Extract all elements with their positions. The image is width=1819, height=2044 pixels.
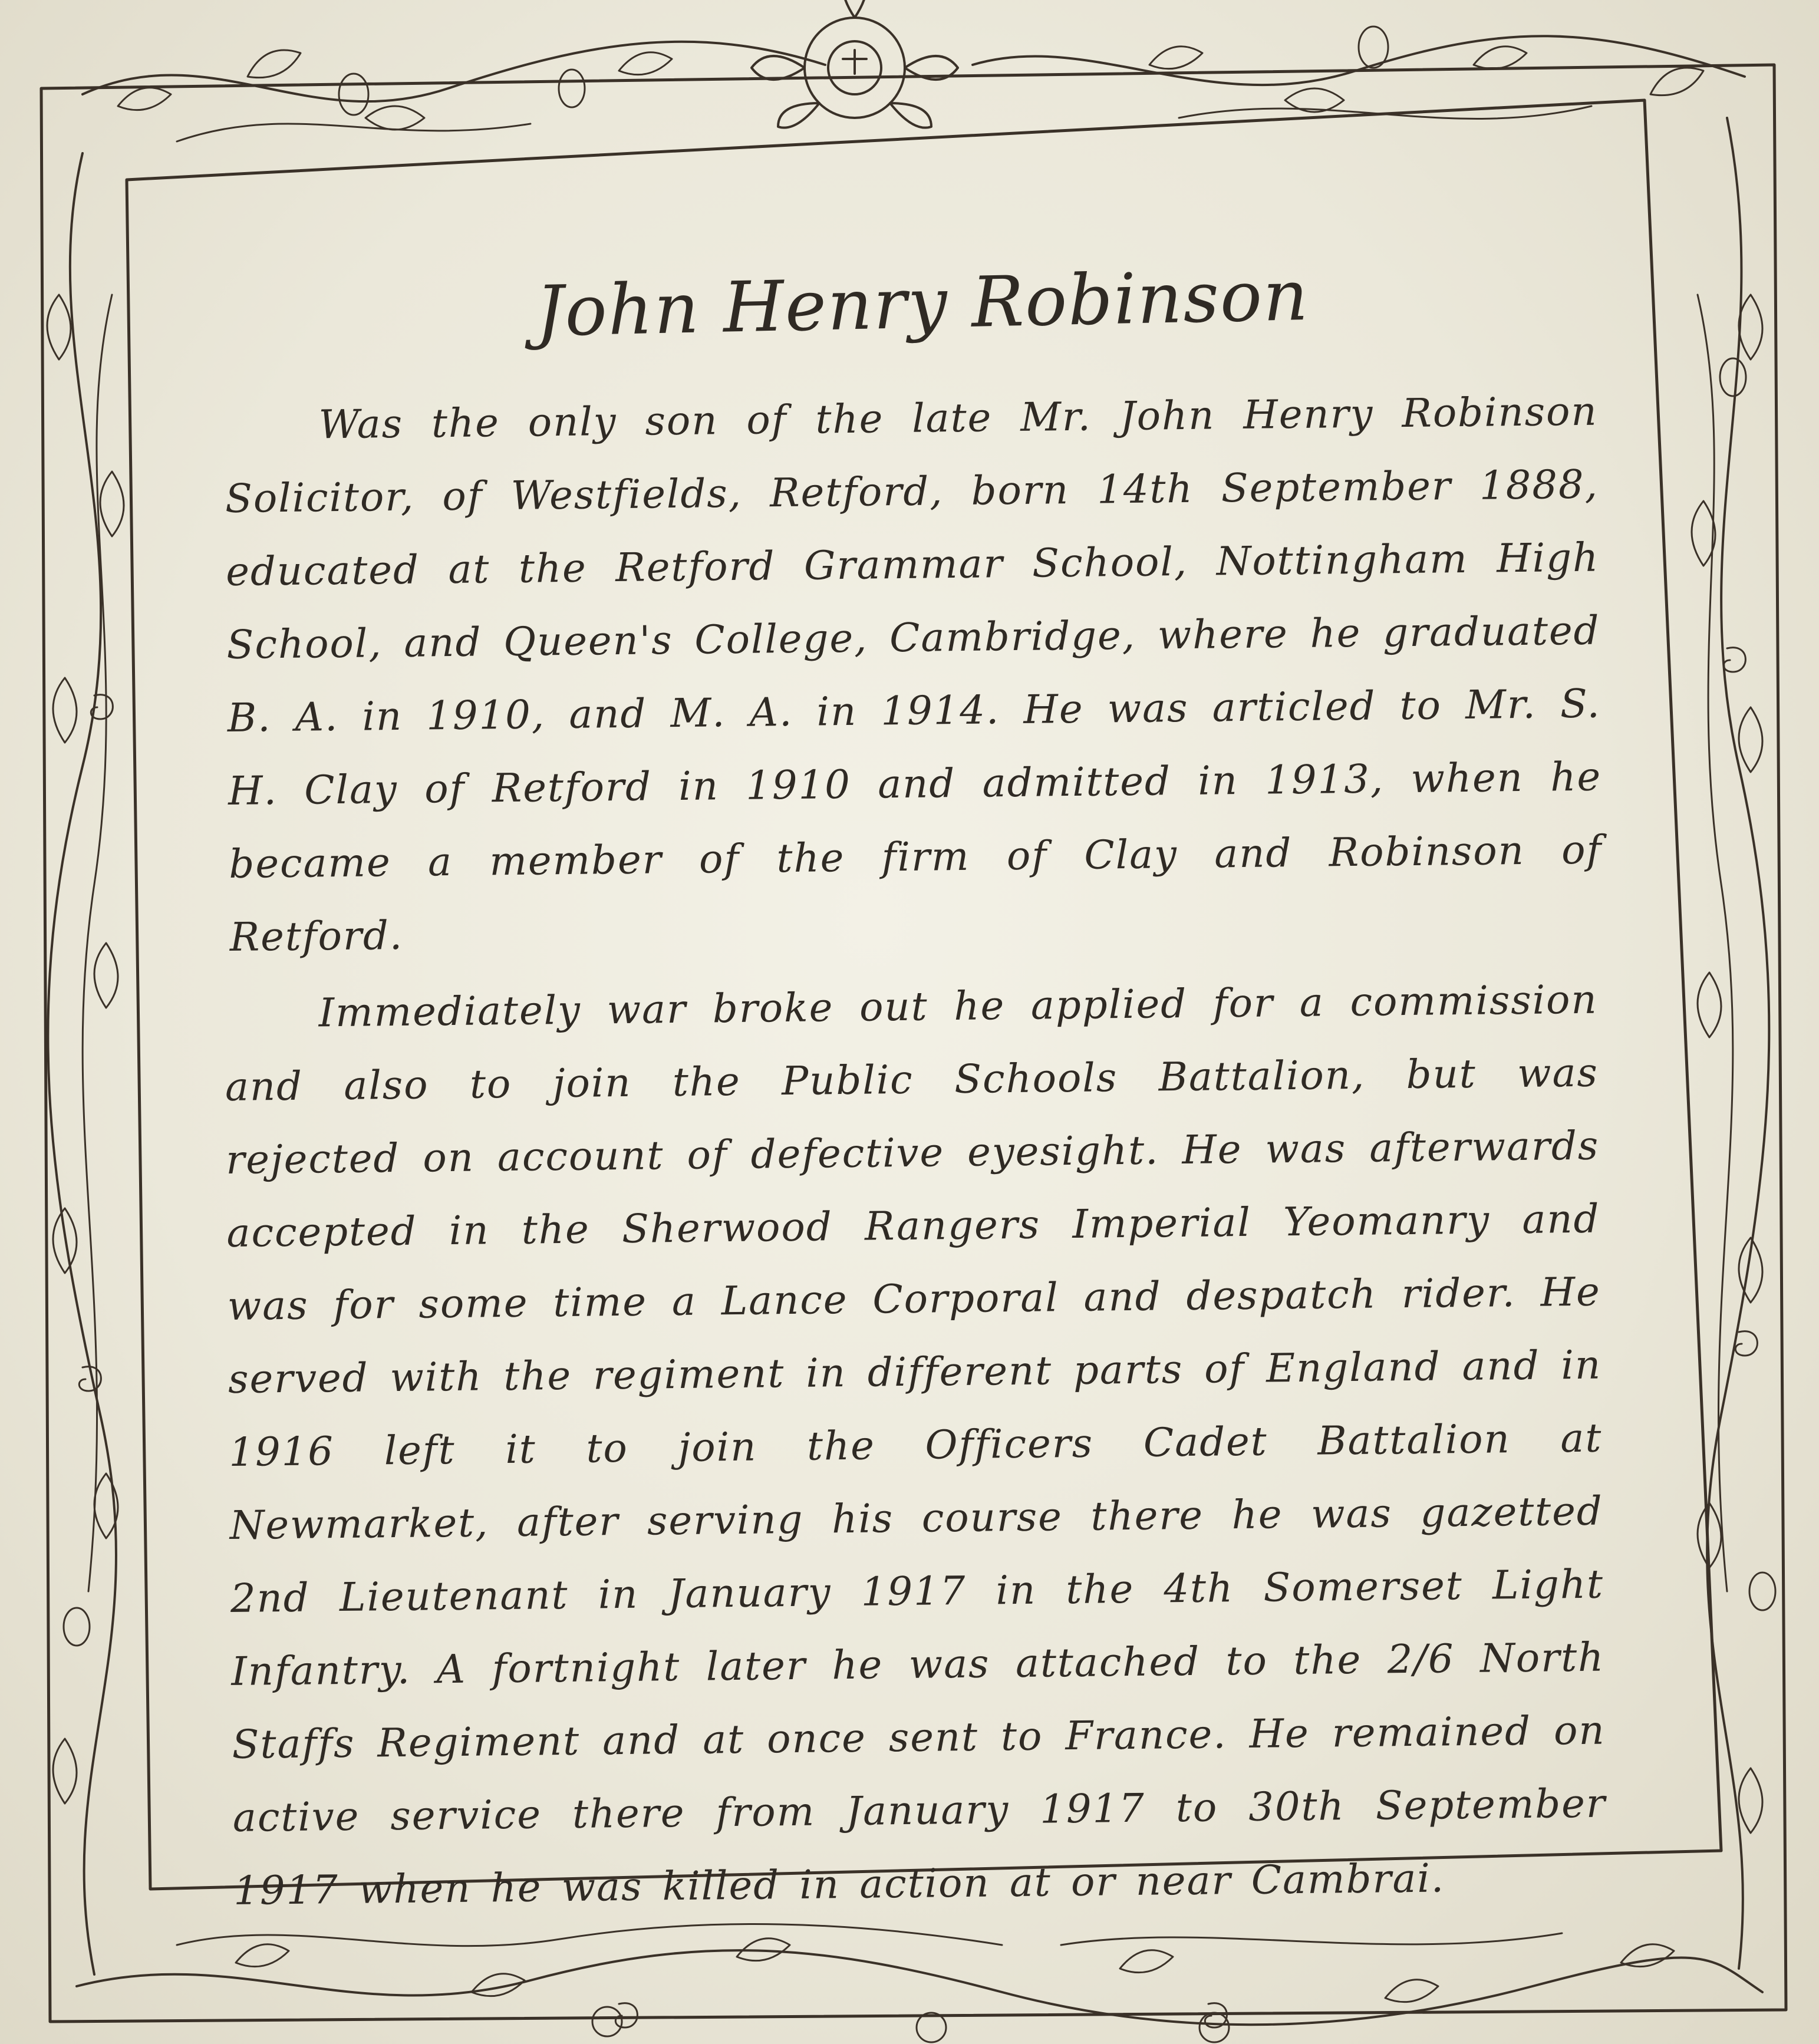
memorial-text <box>224 254 1607 1914</box>
paragraph-biography: Was the only son of the late Mr. John Henry Robinson Solicitor, of Westfields, Retford, born 14th September 1888, educated at the Retford Grammar School, Nottingham High School, and Queen's College, Cambridge, where he graduated B. A. in 1910, and M. A. in 1914. He was articled to Mr. S. H. Clay of Retford in 1910 and admitted in 1913, when he became a member of the firm of Clay and Robinson of Retford. <box>225 388 1603 960</box>
flower-ornament <box>752 0 958 128</box>
page-title: John Henry Robinson <box>535 254 1310 352</box>
paragraph-war-service: Immediately war broke out he applied for a commission and also to join the Public Schools Battalion, but was rejected on account of defective eyesight. He was afterwards accepted in the Sherwood Rangers Imperial Yeomanry and was for some time a Lance Corporal and despatch rider. He served with the regiment in different parts of England and in 1916 left it to join the Officers Cadet Battalion at Newmarket, after serving his course there he was gazetted 2nd Lieutenant in January 1917 in the 4th Somerset Light Infantry. A fortnight later he was attached to the 2/6 North Staffs Regiment and at once sent to France. He remained on active service there from January 1917 to 30th September 1917 when he was killed in action at or near Cambrai. <box>225 976 1607 1914</box>
